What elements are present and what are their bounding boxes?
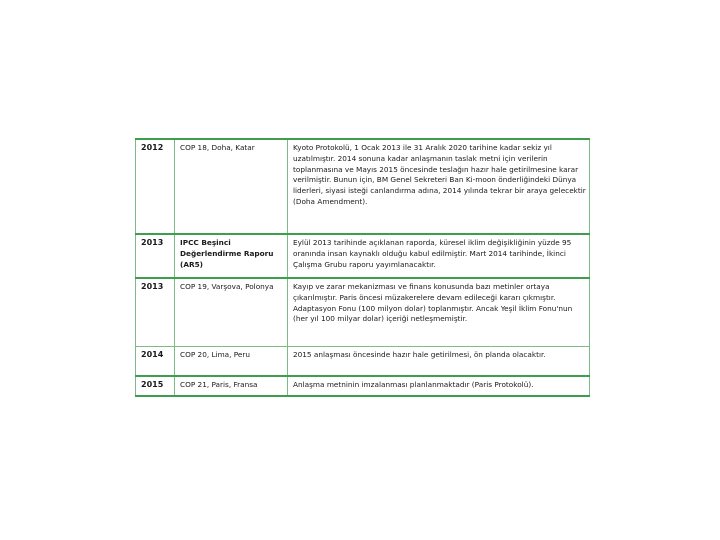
table-row	[136, 278, 590, 346]
event-cell: COP 20, Lima, Peru	[175, 346, 288, 376]
description-cell: Kayıp ve zarar mekanizması ve finans konusunda bazı metinler ortaya çıkarılmıştır. Paris öncesi müzakerelere devam edileceği kararı çıkmıştır. Adaptasyon Fonu (100 milyon dolar) toplanmıştır. Ancak Yeşil İklim Fonu'nun (her yıl 100 milyar dolar) içeriği netleşmemiştir.	[288, 278, 590, 346]
event-cell: IPCC Beşinci Değerlendirme Raporu (AR5)	[175, 234, 288, 278]
event-cell: COP 21, Paris, Fransa	[175, 376, 288, 396]
description-cell: Anlaşma metninin imzalanması planlanmaktadır (Paris Protokolü).	[288, 376, 590, 396]
year-cell: 2014	[136, 346, 175, 376]
climate-timeline-table	[135, 138, 590, 397]
climate-timeline-table-wrapper	[135, 138, 590, 397]
year-cell: 2015	[136, 376, 175, 396]
table-row	[136, 346, 590, 376]
table-row	[136, 139, 590, 234]
year-cell: 2013	[136, 234, 175, 278]
year-cell: 2012	[136, 139, 175, 234]
year-cell: 2013	[136, 278, 175, 346]
event-cell: COP 19, Varşova, Polonya	[175, 278, 288, 346]
table-row	[136, 376, 590, 396]
description-cell: Kyoto Protokolü, 1 Ocak 2013 ile 31 Aralık 2020 tarihine kadar sekiz yıl uzatılmıştır. 2014 sonuna kadar anlaşmanın taslak metni için verilerin toplanmasına ve Mayıs 2015 öncesinde teslağın hazır hale getirilmesine karar verilmiştir. Bunun için, BM Genel Sekreteri Ban Ki-moon önderliğindeki Dünya liderleri, siyasi isteği canlandırma adına, 2014 yılında tekrar bir araya gelecektir (Doha Amendment).	[288, 139, 590, 234]
description-cell: 2015 anlaşması öncesinde hazır hale getirilmesi, ön planda olacaktır.	[288, 346, 590, 376]
description-cell: Eylül 2013 tarihinde açıklanan raporda, küresel iklim değişikliğinin yüzde 95 oranında insan kaynaklı olduğu kabul edilmiştir. Mart 2014 tarihinde, İkinci Çalışma Grubu raporu yayımlanacaktır.	[288, 234, 590, 278]
table-row	[136, 234, 590, 278]
event-cell: COP 18, Doha, Katar	[175, 139, 288, 234]
